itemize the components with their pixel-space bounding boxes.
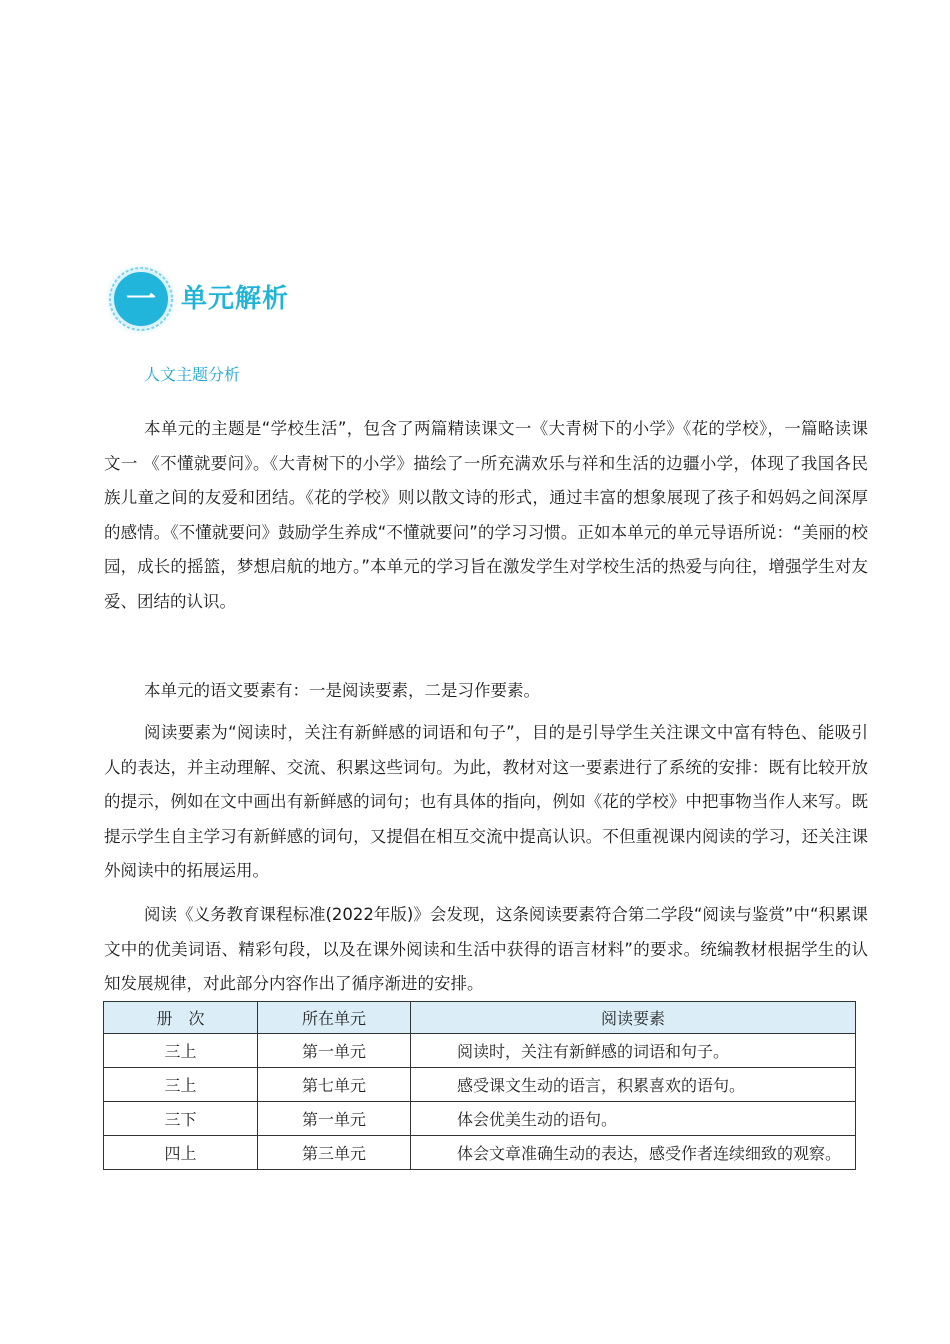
cell-unit: 第一单元: [258, 1102, 411, 1136]
cell-element: 体会文章准确生动的表达，感受作者连续细致的观察。: [411, 1136, 856, 1170]
cell-unit: 第七单元: [258, 1068, 411, 1102]
reading-elements-table: [103, 1001, 856, 1170]
cell-unit: 第三单元: [258, 1136, 411, 1170]
table-row: [104, 1102, 856, 1136]
cell-volume: 三上: [104, 1068, 258, 1102]
badge-number: 一: [126, 282, 156, 317]
cell-element: 体会优美生动的语句。: [411, 1102, 856, 1136]
cell-volume: 三下: [104, 1102, 258, 1136]
column-header-element: 阅读要素: [411, 1002, 856, 1034]
column-header-unit: 所在单元: [258, 1002, 411, 1034]
paragraph-curriculum: 阅读《义务教育课程标准(2022年版)》会发现，这条阅读要素符合第二学段“阅读与鉴赏”中“积累课文中的优美词语、精彩句段，以及在课外阅读和生活中获得的语言材料”的要求。统编教材根据学生的认知发展规律，对此部分内容作出了循序渐进的安排。: [104, 905, 869, 993]
table-header-row: [104, 1002, 856, 1034]
paragraph-theme: 本单元的主题是“学校生活”，包含了两篇精读课文一《大青树下的小学》《花的学校》，一篇略读课文一 《不懂就要问》。《大青树下的小学》描绘了一所充满欢乐与祥和生活的边疆小学，体现了我国各民族儿童之间的友爱和团结。《花的学校》则以散文诗的形式，通过丰富的想象展现了孩子和妈妈之间深厚的感情。《不懂就要问》鼓励学生养成“不懂就要问”的学习习惯。正如本单元的单元导语所说：“美丽的校园，成长的摇篮，梦想启航的地方。”本单元的学习旨在激发学生对学校生活的热爱与向往，增强学生对友爱、团结的认识。: [104, 419, 868, 611]
section-number-badge: [104, 262, 178, 336]
cell-volume: 四上: [104, 1136, 258, 1170]
table-row: [104, 1034, 856, 1068]
section-title: 单元解析: [181, 284, 290, 314]
cell-volume: 三上: [104, 1034, 258, 1068]
cell-element: 阅读时，关注有新鲜感的词语和句子。: [411, 1034, 856, 1068]
paragraph-reading-element: 阅读要素为“阅读时，关注有新鲜感的词语和句子”，目的是引导学生关注课文中富有特色、能吸引人的表达，并主动理解、交流、积累这些词句。为此，教材对这一要素进行了系统的安排：既有比较开放的提示，例如在文中画出有新鲜感的词句；也有具体的指向，例如《花的学校》中把事物当作人来写。既提示学生自主学习有新鲜感的词句，又提倡在相互交流中提高认识。不但重视课内阅读的学习，还关注课外阅读中的拓展运用。: [104, 723, 868, 880]
table-row: [104, 1136, 856, 1170]
subheading: 人文主题分析: [144, 365, 241, 384]
table-row: [104, 1068, 856, 1102]
badge-circle-icon: [104, 262, 178, 336]
column-header-volume: 册 次: [104, 1002, 258, 1034]
cell-unit: 第一单元: [258, 1034, 411, 1068]
paragraph-elements: 本单元的语文要素有：一是阅读要素，二是习作要素。: [144, 681, 540, 700]
cell-element: 感受课文生动的语言，积累喜欢的语句。: [411, 1068, 856, 1102]
